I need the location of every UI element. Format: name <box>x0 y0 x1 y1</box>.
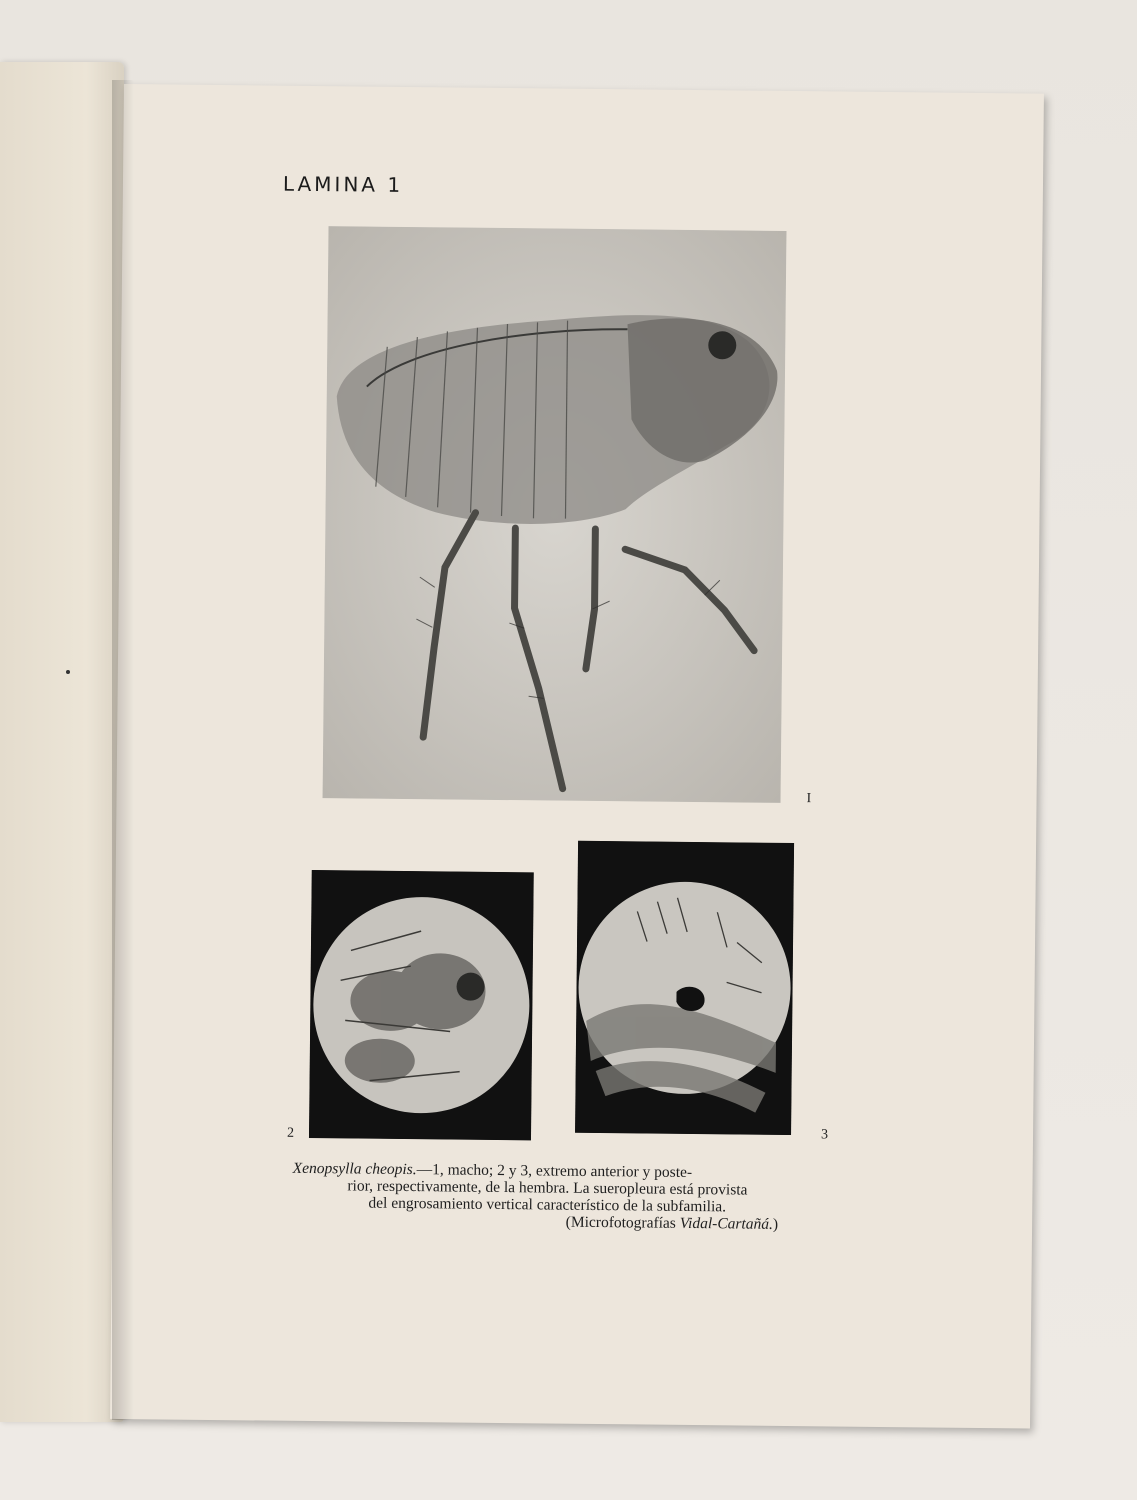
caption-line-3: del engrosamiento vertical característico de la subfamilia. <box>368 1194 727 1216</box>
figure-number-3: 3 <box>820 1127 829 1143</box>
figure-2-photo <box>309 870 534 1140</box>
flea-illustration <box>323 226 787 803</box>
micrograph-anterior <box>309 870 534 1140</box>
caption-line-2: rior, respectivamente, de la hembra. La sueropleura está provista <box>347 1177 748 1199</box>
page-heading: LAMINA 1 <box>282 171 404 197</box>
micrograph-posterior <box>575 841 794 1135</box>
credit-name: Vidal-Cartañá. <box>679 1214 774 1233</box>
figure-3-photo <box>575 841 794 1135</box>
figure-number-1: I <box>806 791 812 807</box>
left-page-edge <box>0 62 124 1422</box>
book-page <box>110 84 1044 1429</box>
spine-shadow <box>112 80 134 1420</box>
caption-species: Xenopsylla cheopis. <box>292 1159 417 1179</box>
credit-prefix: (Microfotografías <box>565 1213 680 1232</box>
figure-number-2: 2 <box>286 1125 295 1141</box>
caption-line-1: —1, macho; 2 y 3, extremo anterior y poste- <box>416 1161 693 1182</box>
figure-caption <box>292 1160 803 1233</box>
credit-suffix: ) <box>772 1215 779 1233</box>
page-mark <box>66 670 70 674</box>
figure-1-photo <box>323 226 787 803</box>
